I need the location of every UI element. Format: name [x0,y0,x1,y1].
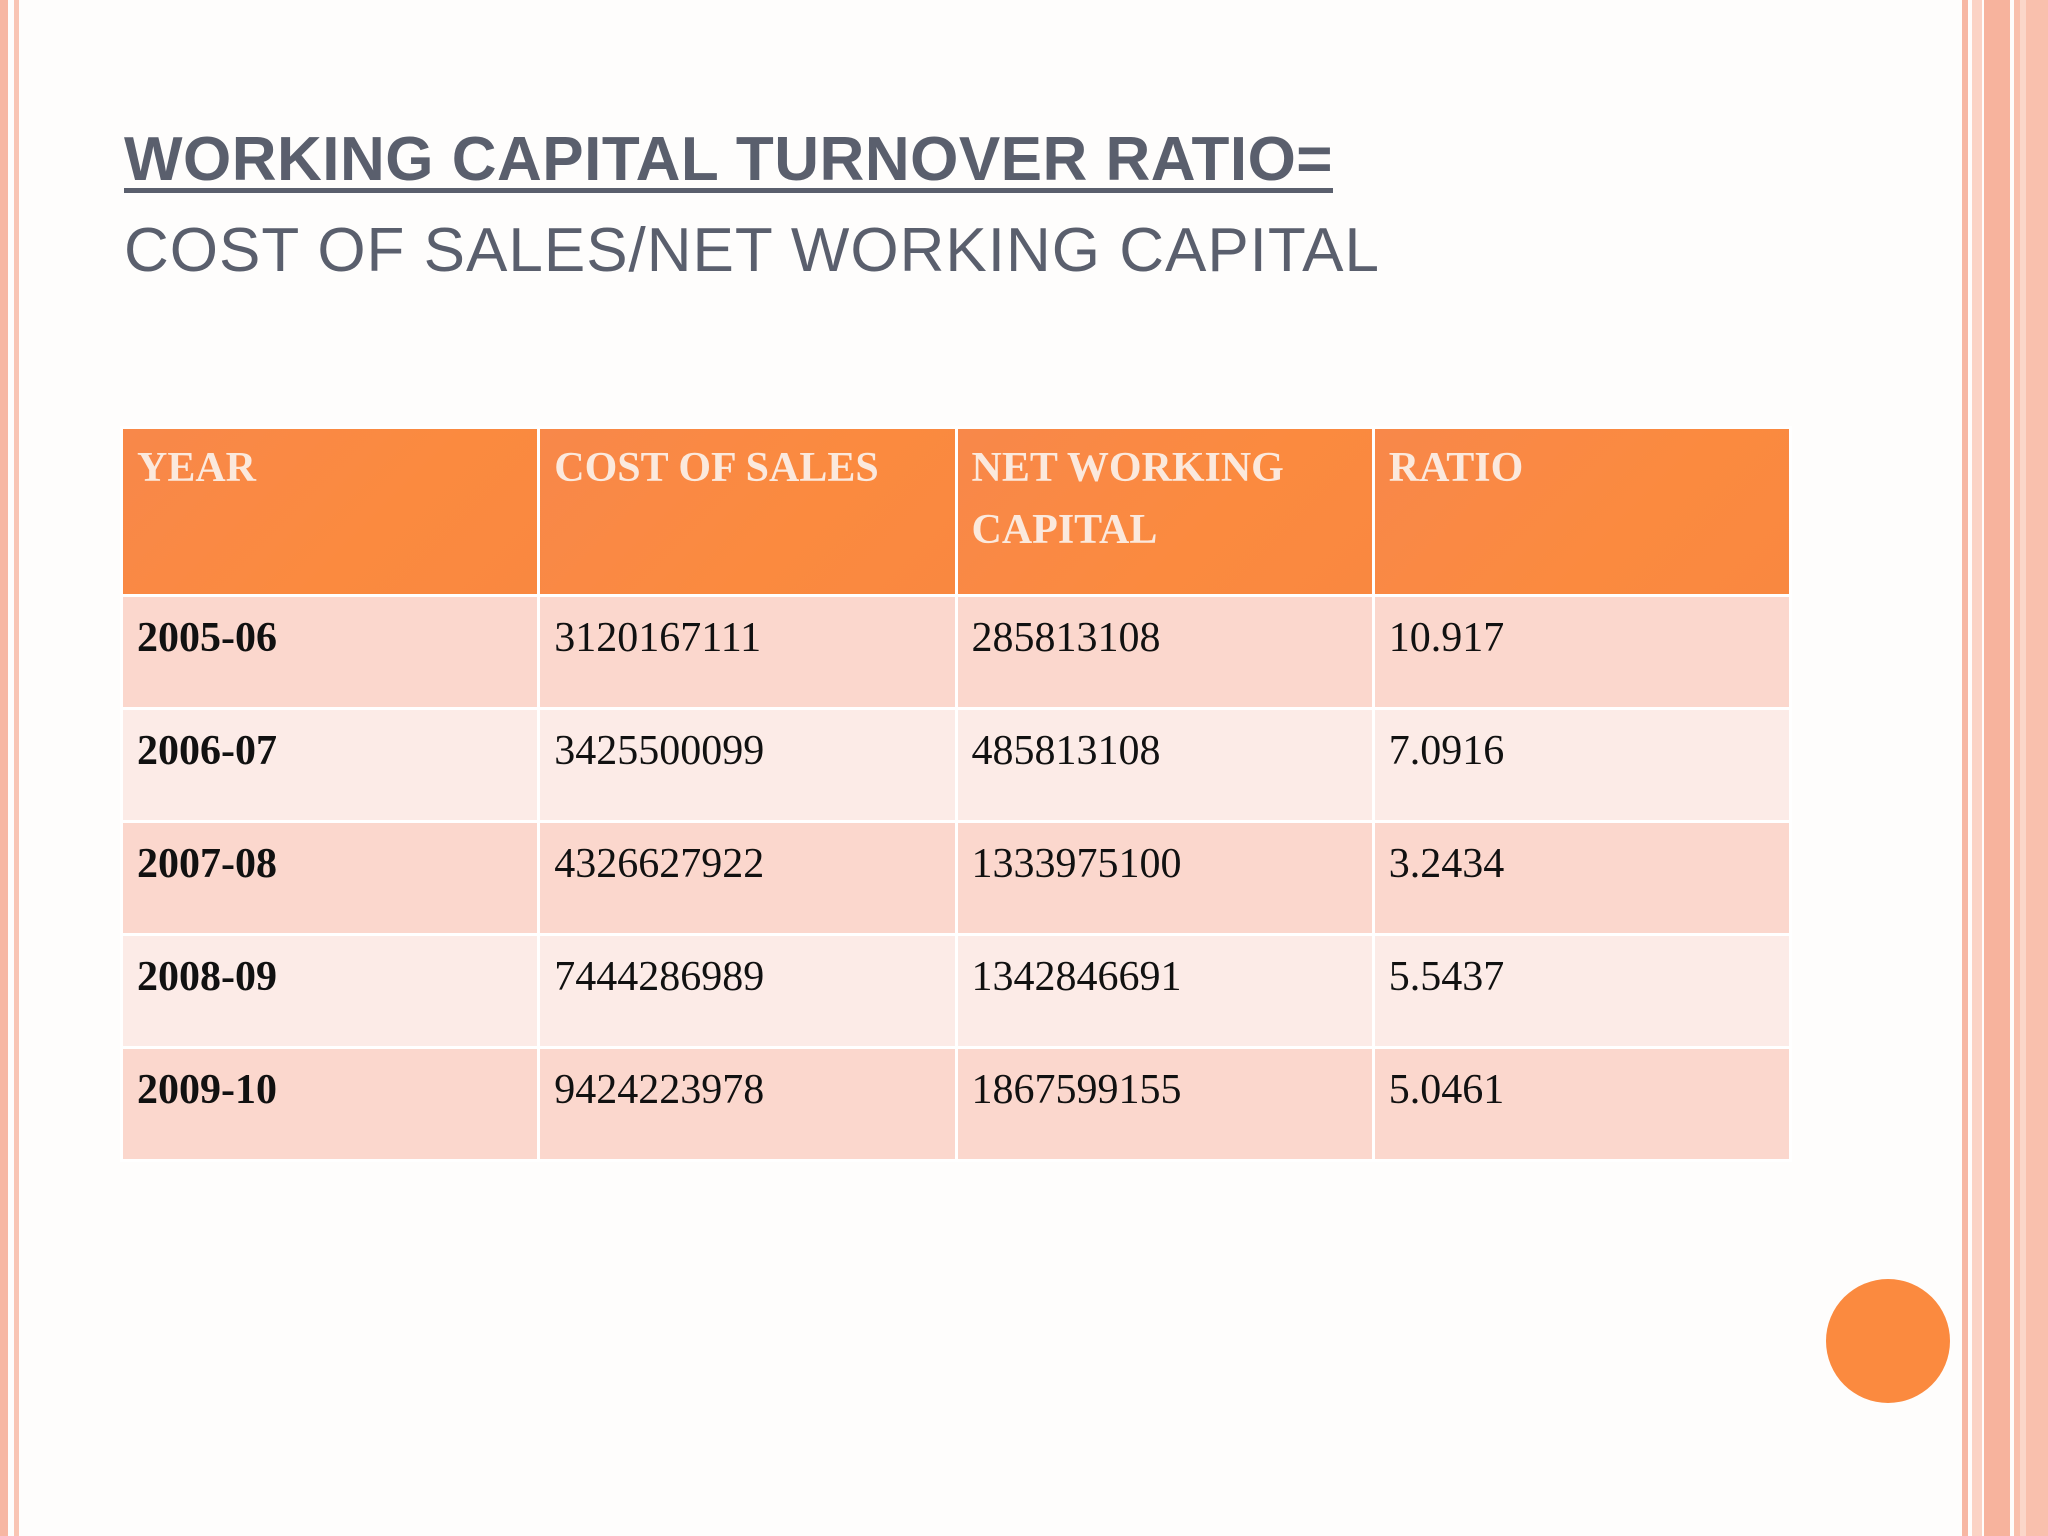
right-border-stripe-3 [1984,0,2010,1536]
cell-ratio: 7.0916 [1373,709,1790,822]
slide-title: WORKING CAPITAL TURNOVER RATIO= [124,125,1333,194]
accent-circle [1826,1279,1950,1403]
header-net-working-capital: NET WORKING CAPITAL [956,428,1373,596]
cell-year: 2006-07 [122,709,539,822]
right-border-stripe-2 [1972,0,1982,1536]
cell-ratio: 3.2434 [1373,822,1790,935]
table-row [122,935,1791,1048]
left-border-stripe [0,0,8,1536]
cell-year: 2009-10 [122,1048,539,1161]
right-border-stripe-5 [2020,0,2026,1536]
cell-cost-of-sales: 9424223978 [539,1048,956,1161]
table-row [122,1048,1791,1161]
cell-ratio: 5.0461 [1373,1048,1790,1161]
cell-ratio: 5.5437 [1373,935,1790,1048]
cell-net-working-capital: 1342846691 [956,935,1373,1048]
slide-subtitle: COST OF SALES/NET WORKING CAPITAL [124,216,1381,285]
cell-net-working-capital: 1867599155 [956,1048,1373,1161]
header-ratio: RATIO [1373,428,1790,596]
left-border-stripe-inner [14,0,19,1536]
cell-cost-of-sales: 7444286989 [539,935,956,1048]
header-year: YEAR [122,428,539,596]
cell-cost-of-sales: 3425500099 [539,709,956,822]
table-row [122,596,1791,709]
cell-net-working-capital: 1333975100 [956,822,1373,935]
table-row [122,709,1791,822]
cell-ratio: 10.917 [1373,596,1790,709]
cell-year: 2008-09 [122,935,539,1048]
cell-year: 2007-08 [122,822,539,935]
ratio-table [120,426,1792,1162]
table-header-row [122,428,1791,596]
cell-cost-of-sales: 4326627922 [539,822,956,935]
slide-title-block [124,118,1824,300]
cell-net-working-capital: 485813108 [956,709,1373,822]
cell-net-working-capital: 285813108 [956,596,1373,709]
table-row [122,822,1791,935]
cell-cost-of-sales: 3120167111 [539,596,956,709]
header-cost-of-sales: COST OF SALES [539,428,956,596]
right-border-stripe-1 [1962,0,1968,1536]
cell-year: 2005-06 [122,596,539,709]
